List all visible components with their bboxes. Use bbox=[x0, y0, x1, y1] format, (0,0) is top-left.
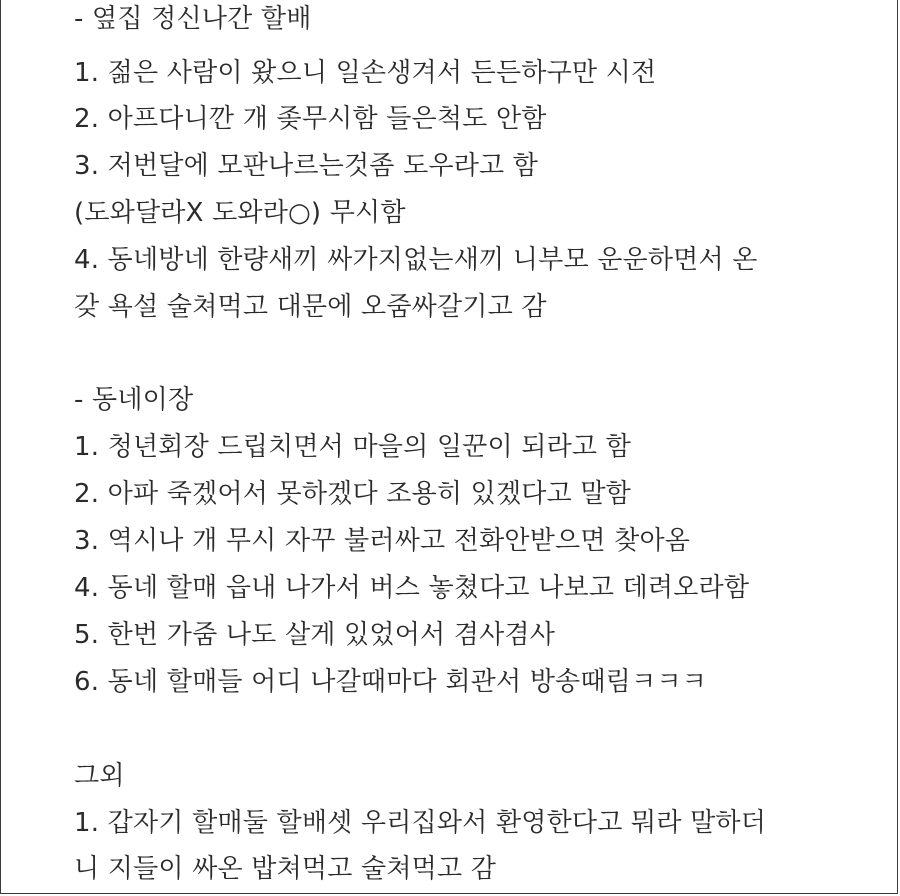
list-item-continued: 니 지들이 싸온 밥쳐먹고 술쳐먹고 감 bbox=[74, 854, 497, 884]
list-item: 6. 동네 할매들 어디 나갈때마다 회관서 방송때림ㅋㅋㅋ bbox=[74, 667, 707, 697]
list-item: 5. 한번 가줌 나도 살게 있었어서 겸사겸사 bbox=[74, 620, 556, 650]
list-item: 1. 젊은 사람이 왔으니 일손생겨서 든든하구만 시전 bbox=[74, 58, 657, 88]
list-item: 3. 저번달에 모판나르는것좀 도우라고 함 bbox=[74, 151, 539, 181]
list-item: 3. 역시나 개 무시 자꾸 불러싸고 전화안받으면 찾아옴 bbox=[74, 526, 691, 556]
list-item: 1. 갑자기 할매둘 할배셋 우리집와서 환영한다고 뭐라 말하더 bbox=[74, 808, 767, 838]
list-item-continued: 갖 욕설 술쳐먹고 대문에 오줌싸갈기고 감 bbox=[74, 292, 547, 322]
list-item: 4. 동네 할매 읍내 나가서 버스 놓쳤다고 나보고 데려오라함 bbox=[74, 573, 750, 603]
list-item: 2. 아프다니깐 개 좆무시함 들은척도 안함 bbox=[74, 104, 547, 134]
list-item: 1. 청년회장 드립치면서 마을의 일꾼이 되라고 함 bbox=[74, 432, 631, 462]
list-item: 2. 아파 죽겠어서 못하겠다 조용히 있겠다고 말함 bbox=[74, 479, 631, 509]
section-heading-others: 그외 bbox=[74, 761, 125, 791]
section-heading-village-chief: - 동네이장 bbox=[74, 385, 194, 415]
list-item: 4. 동네방네 한량새끼 싸가지없는새끼 니부모 운운하면서 온 bbox=[74, 245, 758, 275]
section-heading-neighbor-grandpa: - 옆집 정신나간 할배 bbox=[74, 4, 312, 34]
list-item: (도와달라X 도와라○) 무시함 bbox=[74, 198, 406, 228]
